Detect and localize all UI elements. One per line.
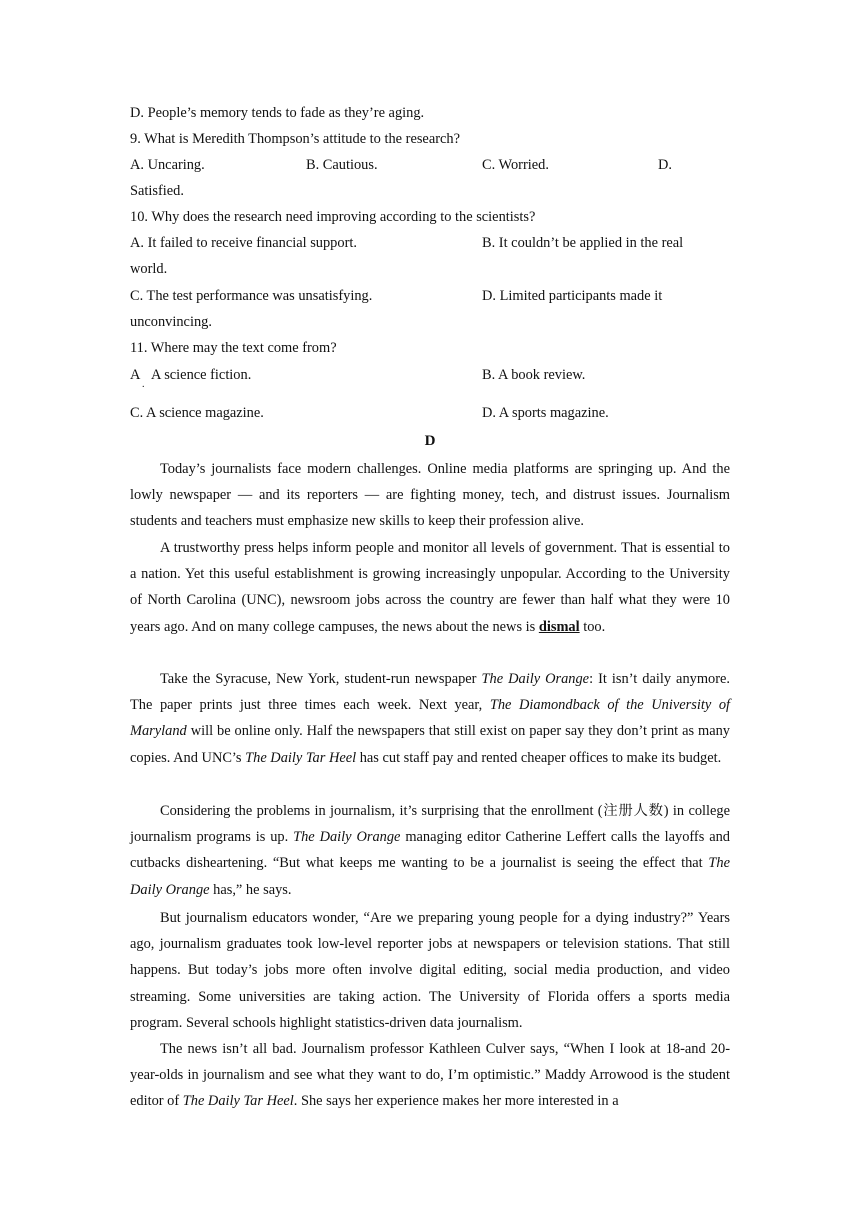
- q9-question: 9. What is Meredith Thompson’s attitude to the research?: [130, 131, 460, 147]
- passage-heading: D: [424, 433, 436, 449]
- q11-option-c: C. A science magazine.: [130, 405, 264, 421]
- q9-option-c: C. Worried.: [482, 157, 549, 173]
- newspaper-title: The Daily Tar Heel: [245, 749, 357, 766]
- passage-paragraph-6: [130, 1036, 730, 1115]
- q8-option-d: D. People’s memory tends to fade as they’re aging.: [130, 105, 425, 121]
- newspaper-title: The Daily Tar Heel: [182, 1093, 294, 1110]
- passage-paragraph-2: [130, 535, 730, 640]
- newspaper-title: The Diamondback of the University of Maryland: [130, 697, 731, 740]
- q9-option-d-text: Satisfied.: [130, 183, 184, 199]
- passage-paragraph-5: [130, 905, 730, 1036]
- q11-question: 11. Where may the text come from?: [130, 340, 337, 356]
- q10-question: 10. Why does the research need improving according to the scientists?: [130, 209, 536, 225]
- q10-option-a: A. It failed to receive financial support.: [130, 235, 357, 251]
- q9-option-d-label: D.: [658, 157, 672, 173]
- q9-option-b: B. Cautious.: [306, 157, 378, 173]
- paragraph-text: managing editor Catherine Leffert calls the layoffs and cutbacks disheartening. “But what keeps me wanting to be a journalist is seeing the effect that: [130, 829, 730, 872]
- keyword-dismal: dismal: [538, 618, 580, 635]
- passage-paragraph-3: [130, 666, 730, 771]
- paragraph-text: : It isn’t daily anymore. The paper prints just three times each week. Next year,: [130, 671, 731, 714]
- paragraph-text: will be online only. Half the newspapers that still exist on paper say they don’t print as many copies. And UNC’s: [130, 723, 730, 766]
- newspaper-title: The Daily Orange: [130, 855, 730, 898]
- q11-option-a-dot: .: [142, 379, 145, 390]
- q11-option-b: B. A book review.: [482, 367, 586, 383]
- paragraph-text: But journalism educators wonder, “Are we preparing young people for a dying industry?” Years ago, journalism graduates took low-level reporter jobs at newspapers or television stations. That still happens. But today’s jobs more often involve digital editing, social media production, and video streaming. Some universities are taking action. The University of Florida offers a sports media program. Several schools highlight statistics-driven data journalism.: [130, 910, 730, 1031]
- newspaper-title: The Daily Orange: [293, 829, 401, 846]
- paragraph-text: has cut staff pay and rented cheaper offices to make its budget.: [356, 749, 722, 766]
- q11-option-a: A science fiction.: [151, 367, 252, 383]
- paragraph-text: . She says her experience makes her more interested in a: [293, 1093, 619, 1110]
- passage-paragraph-4: [130, 798, 730, 903]
- q9-option-a: A. Uncaring.: [130, 157, 205, 173]
- paragraph-text: Take the Syracuse, New York, student-run newspaper: [160, 671, 482, 687]
- q11-option-d: D. A sports magazine.: [482, 405, 609, 421]
- paragraph-text: Today’s journalists face modern challenges. Online media platforms are springing up. And the lowly newspaper — and its reporters — are fighting money, tech, and distrust issues. Journalism students and teachers must emphasize new skills to keep their profession alive.: [130, 461, 730, 530]
- passage-paragraph-1: [130, 456, 730, 535]
- q10-option-c: C. The test performance was unsatisfying.: [130, 288, 373, 304]
- q10-option-b: B. It couldn’t be applied in the real: [482, 235, 684, 251]
- q10-option-d-cont: unconvincing.: [130, 314, 212, 330]
- paragraph-text: Considering the problems in journalism, it’s surprising that the enrollment (注册人数) in college journalism programs is up.: [130, 803, 730, 846]
- q10-option-b-cont: world.: [130, 261, 168, 277]
- q10-option-d: D. Limited participants made it: [482, 288, 663, 304]
- paragraph-text: A trustworthy press helps inform people and monitor all levels of government. That is essential to a nation. Yet this useful establishment is growing increasingly unpopular. According to the University of North Carolina (UNC), newsroom jobs across the country are fewer than half what they were 10 years ago. And on many college campuses, the news about the news is: [130, 540, 730, 635]
- paragraph-text: The news isn’t all bad. Journalism professor Kathleen Culver says, “When I look at 18-and 20-year-olds in journalism and see what they want to do, I’m optimistic.” Maddy Arrowood is the student editor of: [130, 1041, 730, 1110]
- newspaper-title: The Daily Orange: [481, 671, 590, 687]
- paragraph-text: too.: [579, 618, 606, 635]
- q11-option-a-letter: A: [130, 367, 141, 383]
- paragraph-text: has,” he says.: [209, 881, 292, 898]
